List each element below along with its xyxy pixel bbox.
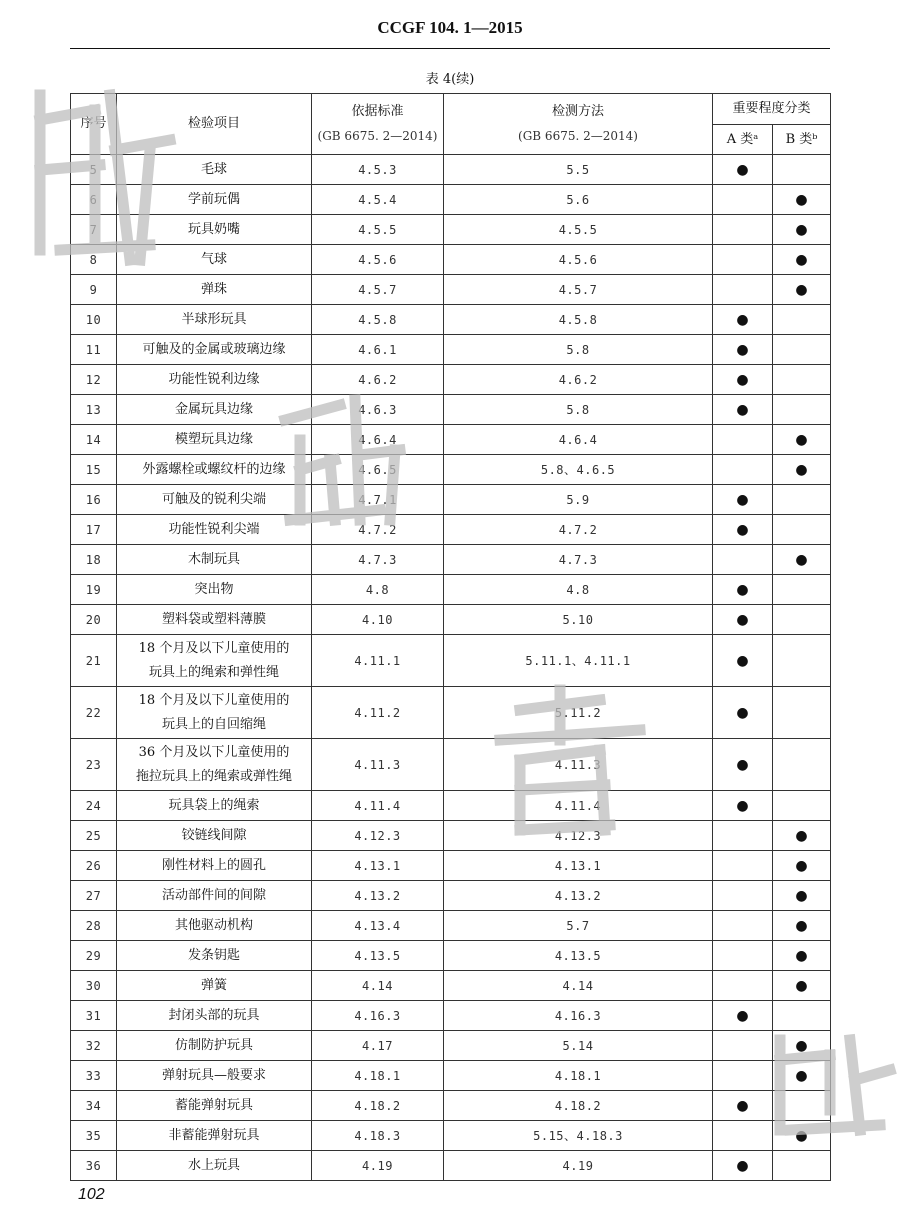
row-std: 4.5.6 — [312, 245, 444, 275]
row-std: 4.13.1 — [312, 851, 444, 881]
row-class-a: ● — [713, 635, 773, 687]
row-class-b — [773, 1151, 831, 1181]
row-class-a — [713, 215, 773, 245]
row-item: 玩具奶嘴 — [117, 215, 312, 245]
table-row — [71, 941, 831, 971]
row-std: 4.6.3 — [312, 395, 444, 425]
row-seq: 21 — [71, 635, 117, 687]
row-item: 铰链线间隙 — [117, 821, 312, 851]
row-item: 玩具袋上的绳索 — [117, 791, 312, 821]
document-header-title: CCGF 104. 1—2015 — [377, 18, 523, 37]
row-item: 可触及的金属或玻璃边缘 — [117, 335, 312, 365]
table-row — [71, 1031, 831, 1061]
row-item: 封闭头部的玩具 — [117, 1001, 312, 1031]
row-std: 4.6.5 — [312, 455, 444, 485]
row-seq: 7 — [71, 215, 117, 245]
row-class-b: ● — [773, 881, 831, 911]
row-method: 4.5.5 — [444, 215, 713, 245]
row-method: 4.6.4 — [444, 425, 713, 455]
row-item: 发条钥匙 — [117, 941, 312, 971]
row-item: 活动部件间的间隙 — [117, 881, 312, 911]
row-item: 功能性锐利尖端 — [117, 515, 312, 545]
row-seq: 6 — [71, 185, 117, 215]
row-std: 4.13.4 — [312, 911, 444, 941]
row-seq: 5 — [71, 155, 117, 185]
col-header-method-sub: (GB 6675. 2—2014) — [518, 129, 638, 143]
row-method: 5.10 — [444, 605, 713, 635]
row-method: 4.19 — [444, 1151, 713, 1181]
row-seq: 27 — [71, 881, 117, 911]
row-seq: 34 — [71, 1091, 117, 1121]
row-method: 4.13.1 — [444, 851, 713, 881]
row-class-a: ● — [713, 1001, 773, 1031]
row-item: 塑料袋或塑料薄膜 — [117, 605, 312, 635]
table-row — [71, 515, 831, 545]
row-item: 功能性锐利边缘 — [117, 365, 312, 395]
row-class-b — [773, 335, 831, 365]
row-class-a: ● — [713, 485, 773, 515]
row-item: 水上玩具 — [117, 1151, 312, 1181]
row-item: 弹珠 — [117, 275, 312, 305]
row-class-b — [773, 635, 831, 687]
col-header-method — [444, 94, 713, 155]
table-row — [71, 971, 831, 1001]
row-class-b — [773, 155, 831, 185]
row-class-b: ● — [773, 971, 831, 1001]
table-row — [71, 215, 831, 245]
row-class-b — [773, 1001, 831, 1031]
table-row — [71, 185, 831, 215]
row-method: 5.5 — [444, 155, 713, 185]
row-item-line2: 拖拉玩具上的绳索或弹性绳 — [135, 768, 292, 784]
row-class-b: ● — [773, 545, 831, 575]
row-class-a — [713, 1031, 773, 1061]
row-method: 5.9 — [444, 485, 713, 515]
row-method: 4.14 — [444, 971, 713, 1001]
row-std: 4.5.8 — [312, 305, 444, 335]
row-std: 4.10 — [312, 605, 444, 635]
col-header-std — [312, 94, 444, 155]
row-item: 非蓄能弹射玩具 — [117, 1121, 312, 1151]
row-std: 4.16.3 — [312, 1001, 444, 1031]
row-class-b — [773, 515, 831, 545]
row-std: 4.6.1 — [312, 335, 444, 365]
row-seq: 29 — [71, 941, 117, 971]
col-header-item: 检验项目 — [117, 94, 312, 155]
row-seq: 11 — [71, 335, 117, 365]
row-seq: 32 — [71, 1031, 117, 1061]
row-std: 4.19 — [312, 1151, 444, 1181]
row-class-a — [713, 185, 773, 215]
row-class-a: ● — [713, 1091, 773, 1121]
row-method: 5.6 — [444, 185, 713, 215]
row-std: 4.8 — [312, 575, 444, 605]
row-std: 4.7.3 — [312, 545, 444, 575]
table-row — [71, 575, 831, 605]
table-row — [71, 635, 831, 687]
table-row — [71, 911, 831, 941]
table-row — [71, 545, 831, 575]
row-class-b — [773, 791, 831, 821]
table-row — [71, 455, 831, 485]
row-item: 模塑玩具边缘 — [117, 425, 312, 455]
row-class-a — [713, 1061, 773, 1091]
row-item — [117, 635, 312, 687]
row-class-b: ● — [773, 275, 831, 305]
row-std: 4.13.2 — [312, 881, 444, 911]
table-row — [71, 1001, 831, 1031]
row-class-a: ● — [713, 365, 773, 395]
row-method: 4.7.3 — [444, 545, 713, 575]
row-std: 4.7.1 — [312, 485, 444, 515]
row-std: 4.17 — [312, 1031, 444, 1061]
row-item-line2: 玩具上的绳索和弹性绳 — [148, 664, 279, 680]
row-item: 其他驱动机构 — [117, 911, 312, 941]
row-class-b: ● — [773, 941, 831, 971]
row-method: 4.16.3 — [444, 1001, 713, 1031]
row-class-a — [713, 425, 773, 455]
row-item: 刚性材料上的圆孔 — [117, 851, 312, 881]
row-item: 毛球 — [117, 155, 312, 185]
row-class-a — [713, 971, 773, 1001]
table-row — [71, 365, 831, 395]
table-row — [71, 851, 831, 881]
header-rule — [70, 48, 830, 49]
col-header-class-a: A 类ᵃ — [713, 125, 773, 155]
row-method: 5.11.1、4.11.1 — [444, 635, 713, 687]
row-class-a — [713, 821, 773, 851]
row-std: 4.13.5 — [312, 941, 444, 971]
row-seq: 28 — [71, 911, 117, 941]
inspection-items-table — [70, 93, 831, 1181]
row-seq: 26 — [71, 851, 117, 881]
table-row — [71, 881, 831, 911]
col-header-class-b: B 类ᵇ — [773, 125, 831, 155]
row-class-b: ● — [773, 245, 831, 275]
row-std: 4.12.3 — [312, 821, 444, 851]
row-seq: 33 — [71, 1061, 117, 1091]
row-item: 弹簧 — [117, 971, 312, 1001]
row-method: 4.8 — [444, 575, 713, 605]
row-item: 气球 — [117, 245, 312, 275]
row-class-b — [773, 739, 831, 791]
row-class-a — [713, 545, 773, 575]
row-item: 外露螺栓或螺纹杆的边缘 — [117, 455, 312, 485]
row-std: 4.14 — [312, 971, 444, 1001]
row-class-b — [773, 575, 831, 605]
row-seq: 20 — [71, 605, 117, 635]
row-seq: 17 — [71, 515, 117, 545]
row-item: 蓄能弹射玩具 — [117, 1091, 312, 1121]
row-class-a: ● — [713, 791, 773, 821]
row-class-a — [713, 275, 773, 305]
row-method: 4.11.3 — [444, 739, 713, 791]
row-method: 5.8、4.6.5 — [444, 455, 713, 485]
row-class-a — [713, 941, 773, 971]
row-std: 4.5.5 — [312, 215, 444, 245]
row-class-b — [773, 305, 831, 335]
row-seq: 10 — [71, 305, 117, 335]
row-method: 4.18.1 — [444, 1061, 713, 1091]
table-row — [71, 245, 831, 275]
row-class-b — [773, 1091, 831, 1121]
row-method: 4.11.4 — [444, 791, 713, 821]
row-method: 4.5.7 — [444, 275, 713, 305]
row-std: 4.5.3 — [312, 155, 444, 185]
row-class-a: ● — [713, 335, 773, 365]
row-class-a: ● — [713, 515, 773, 545]
table-row — [71, 395, 831, 425]
table-row — [71, 155, 831, 185]
row-class-b: ● — [773, 1061, 831, 1091]
row-class-a — [713, 245, 773, 275]
row-item: 可触及的锐利尖端 — [117, 485, 312, 515]
row-class-b: ● — [773, 455, 831, 485]
row-method: 5.14 — [444, 1031, 713, 1061]
row-seq: 14 — [71, 425, 117, 455]
row-seq: 13 — [71, 395, 117, 425]
row-class-a: ● — [713, 1151, 773, 1181]
row-method: 4.5.8 — [444, 305, 713, 335]
row-seq: 35 — [71, 1121, 117, 1151]
row-seq: 9 — [71, 275, 117, 305]
table-caption: 表 4(续) — [425, 72, 475, 87]
table-row — [71, 1151, 831, 1181]
table-row — [71, 485, 831, 515]
row-seq: 15 — [71, 455, 117, 485]
row-std: 4.18.3 — [312, 1121, 444, 1151]
row-item: 学前玩偶 — [117, 185, 312, 215]
row-item: 半球形玩具 — [117, 305, 312, 335]
row-class-a: ● — [713, 305, 773, 335]
row-class-b — [773, 365, 831, 395]
row-class-a — [713, 1121, 773, 1151]
row-method: 5.8 — [444, 395, 713, 425]
row-seq: 8 — [71, 245, 117, 275]
row-item-line1: 36 个月及以下儿童使用的 — [138, 744, 290, 760]
row-seq: 30 — [71, 971, 117, 1001]
row-item — [117, 687, 312, 739]
row-class-b: ● — [773, 1121, 831, 1151]
row-method: 5.7 — [444, 911, 713, 941]
row-class-a: ● — [713, 395, 773, 425]
row-std: 4.11.1 — [312, 635, 444, 687]
row-method: 5.11.2 — [444, 687, 713, 739]
table-row — [71, 605, 831, 635]
table-body — [71, 155, 831, 1181]
row-class-a: ● — [713, 155, 773, 185]
row-seq: 12 — [71, 365, 117, 395]
page-number: 102 — [78, 1186, 105, 1203]
row-class-b — [773, 687, 831, 739]
table-row — [71, 1061, 831, 1091]
row-method: 5.8 — [444, 335, 713, 365]
row-class-b: ● — [773, 185, 831, 215]
row-class-b: ● — [773, 215, 831, 245]
row-std: 4.11.2 — [312, 687, 444, 739]
row-item-line1: 18 个月及以下儿童使用的 — [138, 640, 290, 656]
table-row — [71, 305, 831, 335]
row-method: 4.7.2 — [444, 515, 713, 545]
col-header-seq: 序号 — [71, 94, 117, 155]
row-class-b: ● — [773, 1031, 831, 1061]
table-row — [71, 1121, 831, 1151]
table-row — [71, 275, 831, 305]
table-row — [71, 425, 831, 455]
row-seq: 36 — [71, 1151, 117, 1181]
row-std: 4.18.2 — [312, 1091, 444, 1121]
table-row — [71, 335, 831, 365]
row-class-b: ● — [773, 911, 831, 941]
row-class-a: ● — [713, 605, 773, 635]
row-seq: 19 — [71, 575, 117, 605]
row-class-b: ● — [773, 851, 831, 881]
row-seq: 31 — [71, 1001, 117, 1031]
table-row — [71, 1091, 831, 1121]
row-item: 突出物 — [117, 575, 312, 605]
row-class-a: ● — [713, 739, 773, 791]
row-method: 4.12.3 — [444, 821, 713, 851]
row-seq: 22 — [71, 687, 117, 739]
col-header-std-sub: (GB 6675. 2—2014) — [317, 129, 438, 143]
row-class-a — [713, 455, 773, 485]
table-row — [71, 687, 831, 739]
row-class-b — [773, 485, 831, 515]
row-class-a — [713, 881, 773, 911]
col-header-importance: 重要程度分类 — [713, 94, 831, 125]
row-method: 4.5.6 — [444, 245, 713, 275]
row-std: 4.5.7 — [312, 275, 444, 305]
row-item — [117, 739, 312, 791]
col-header-std-label: 依据标准 — [351, 104, 404, 119]
row-seq: 18 — [71, 545, 117, 575]
row-std: 4.18.1 — [312, 1061, 444, 1091]
row-item: 金属玩具边缘 — [117, 395, 312, 425]
row-class-b — [773, 605, 831, 635]
row-std: 4.6.4 — [312, 425, 444, 455]
row-method: 4.6.2 — [444, 365, 713, 395]
row-std: 4.6.2 — [312, 365, 444, 395]
row-method: 4.13.2 — [444, 881, 713, 911]
row-std: 4.7.2 — [312, 515, 444, 545]
row-class-b — [773, 395, 831, 425]
row-seq: 23 — [71, 739, 117, 791]
row-std: 4.11.3 — [312, 739, 444, 791]
col-header-method-label: 检测方法 — [551, 104, 604, 119]
row-method: 5.15、4.18.3 — [444, 1121, 713, 1151]
row-class-b: ● — [773, 425, 831, 455]
row-method: 4.18.2 — [444, 1091, 713, 1121]
row-item: 弹射玩具—般要求 — [117, 1061, 312, 1091]
row-class-b: ● — [773, 821, 831, 851]
row-seq: 16 — [71, 485, 117, 515]
table-row — [71, 791, 831, 821]
row-class-a — [713, 851, 773, 881]
row-item: 仿制防护玩具 — [117, 1031, 312, 1061]
row-seq: 24 — [71, 791, 117, 821]
row-item-line2: 玩具上的自回缩绳 — [161, 716, 266, 732]
table-row — [71, 821, 831, 851]
table-row — [71, 739, 831, 791]
row-item-line1: 18 个月及以下儿童使用的 — [138, 692, 290, 708]
row-std: 4.5.4 — [312, 185, 444, 215]
row-class-a: ● — [713, 575, 773, 605]
row-class-a: ● — [713, 687, 773, 739]
row-class-a — [713, 911, 773, 941]
row-item: 木制玩具 — [117, 545, 312, 575]
row-method: 4.13.5 — [444, 941, 713, 971]
row-seq: 25 — [71, 821, 117, 851]
row-std: 4.11.4 — [312, 791, 444, 821]
